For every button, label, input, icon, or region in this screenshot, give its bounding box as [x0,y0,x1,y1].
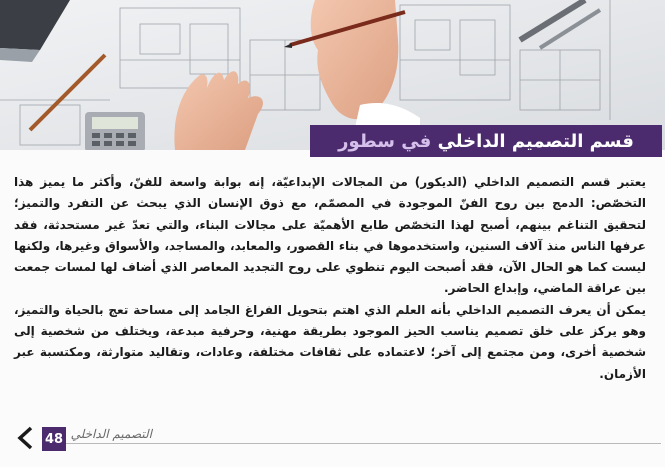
page-number: 48 [42,427,66,451]
article-body [14,172,646,385]
footer-divider [66,443,661,444]
article-paragraph-1: يعتبر قسم التصميم الداخلي (الديكور) من المجالات الإبداعيّة، إنه بوابة واسعة للفنّ، وأكثر ما يميز هذا التخصّص: الدمج بين روح الفنّ الموجودة في المصمّم، مع ذوق الإنسان الذي يبحث عن التفرد والتميز؛ لتحقيق التناغم بينهم، أصبح لهذا التخصّص طابع الأهميّة على مجالات البناء، والتي تعدّ غير مستحدثة، فقد عرفها الناس منذ آلاف السنين، واستخدموها في بناء القصور، والمعابد، والمساجد، والأسواق وغيرها، ولكنها ليست كما هو الحال الآن، فقد أصبحت اليوم تنطوي على روح التجديد المعاصر الذي أضاف لها لمسات جمعت بين عراقة الماضي، وإبداع الحاضر. [14,175,646,296]
section-title [338,131,634,152]
section-title-accent: في سطور [338,130,432,152]
magazine-logo: التصميم الداخلي [70,427,152,441]
chevron-left-icon[interactable] [15,425,37,451]
article-paragraph-2: يمكن أن يعرف التصميم الداخلي بأنه العلم الذي اهتم بتحويل الفراغ الجامد إلى مساحة تعج بالحياة والتميز، وهو يركز على خلق تصميم يناسب الحيز الموجود بطريقة مهنية، وحرفية مبدعة، ويختلف من شخصية إلى شخصية أخرى، ومن مجتمع إلى آخر؛ لاعتماده على ثقافات مختلفة، وعادات، وتقاليد متوارثة، ومكتسبة عبر الأزمان. [14,302,646,381]
section-title-main: قسم التصميم الداخلي [437,130,634,152]
section-title-banner [310,125,662,157]
